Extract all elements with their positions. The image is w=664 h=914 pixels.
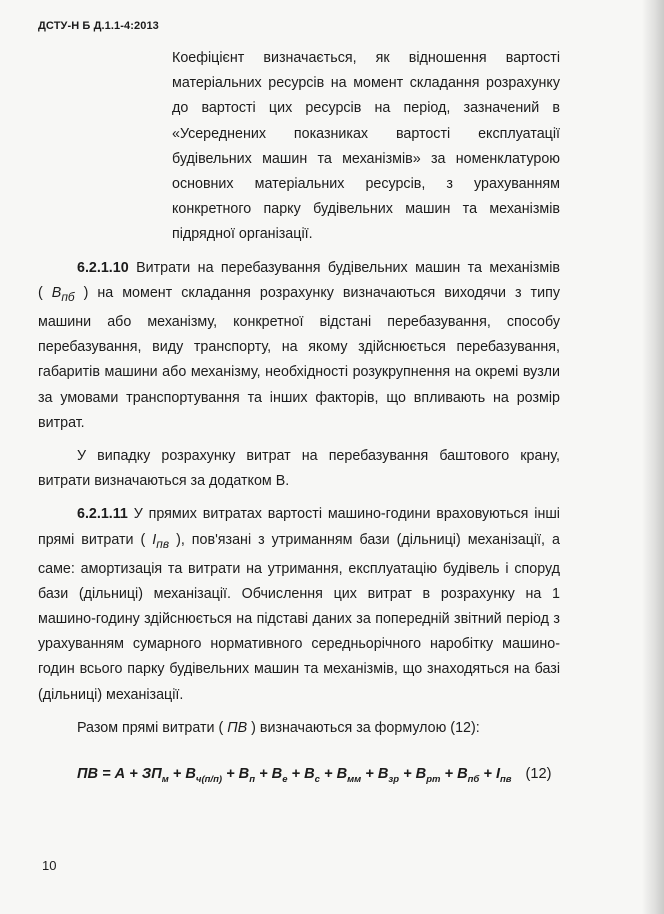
formula-subscript: п	[249, 773, 256, 785]
section-6-2-1-10	[38, 256, 560, 436]
section-number: 6.2.1.10	[77, 259, 129, 276]
page-number: 10	[42, 858, 57, 873]
page-edge-shadow	[642, 0, 664, 914]
formula-subscript: мм	[347, 773, 362, 785]
symbol-sub: пб	[61, 289, 75, 304]
section-6-2-1-11	[38, 502, 560, 707]
total-text-before: Разом прямі витрати (	[77, 719, 224, 736]
formula-operator: + В	[168, 766, 196, 782]
section-text-before: У прямих витратах вартості машино-години враховуються інші прямі витрати (	[38, 506, 560, 548]
formula-operator: + В	[440, 766, 468, 782]
document-body	[38, 46, 560, 741]
symbol-sub: пв	[156, 536, 170, 551]
formula-12	[77, 766, 552, 785]
document-header-code: ДСТУ-Н Б Д.1.1-4:2013	[38, 20, 159, 32]
total-text-after: ) визначаються за формулою (12):	[251, 719, 480, 736]
total-paragraph	[38, 716, 560, 741]
formula-subscript: пб	[467, 773, 480, 785]
formula-terms	[161, 766, 512, 785]
formula-operator: + В	[399, 766, 427, 782]
formula-subscript: е	[282, 773, 288, 785]
formula-subscript: м	[161, 773, 169, 785]
formula-number: (12)	[525, 766, 552, 782]
total-symbol: ПВ	[227, 719, 248, 736]
crane-paragraph: У випадку розрахунку витрат на перебазування баштового крану, витрати визначаються за додатком В.	[38, 447, 560, 490]
section-text-after: ), пов'язані з утриманням бази (дільниці) механізації, а саме: амортизація та витрати на утримання, експлуатацію будівель і споруд бази (дільниці) механізації. Обчислення цих витрат в розрахунку на 1 машино-годину здійснюється на підставі даних за попередній звітний період з урахуванням сумарного нормативного середньорічного наробітку машино-годин всього парку будівельних машин та механізмів, що знаходяться на базі (дільниці) механізації.	[38, 531, 560, 703]
formula-operator: + В	[287, 766, 315, 782]
formula-subscript: с	[314, 773, 320, 785]
formula-subscript: пв	[500, 773, 512, 785]
formula-operator: + І	[479, 766, 500, 782]
symbol-base: І	[152, 531, 157, 548]
formula-subscript: зр	[388, 773, 400, 785]
section-number: 6.2.1.11	[77, 506, 128, 523]
intro-paragraph: Коефіцієнт визначається, як відношення вартості матеріальних ресурсів на момент складання розрахунку до вартості цих ресурсів на період, зазначений в «Усереднених показниках вартості експлуатації будівельних машин та механізмів» за номенклатурою основних матеріальних ресурсів, з урахуванням конкретного парку будівельних машин та механізмів підрядної організації.	[172, 50, 560, 243]
formula-operator: + В	[255, 766, 283, 782]
section-text-after: ) на момент складання розрахунку визначаються виходячи з типу машини або механізму, конкретної відстані перебазування, способу перебазування, виду транспорту, на якому здійснюється перебазування, габаритів машини або механізму, необхідності розукрупнення на окремі вузли за умовами транспортування та інших факторів, що впливають на розмір витрат.	[38, 284, 560, 431]
symbol-base: В	[51, 284, 62, 301]
formula-lhs: ПВ = А + ЗП	[77, 766, 162, 782]
formula-operator: + В	[319, 766, 348, 782]
formula-subscript: ч(п/п)	[195, 773, 223, 785]
section-text-before: Витрати на перебазування будівельних машин та механізмів (	[38, 259, 560, 301]
formula-subscript: рт	[426, 773, 441, 785]
formula-operator: + В	[222, 766, 250, 782]
formula-operator: + В	[361, 766, 389, 782]
